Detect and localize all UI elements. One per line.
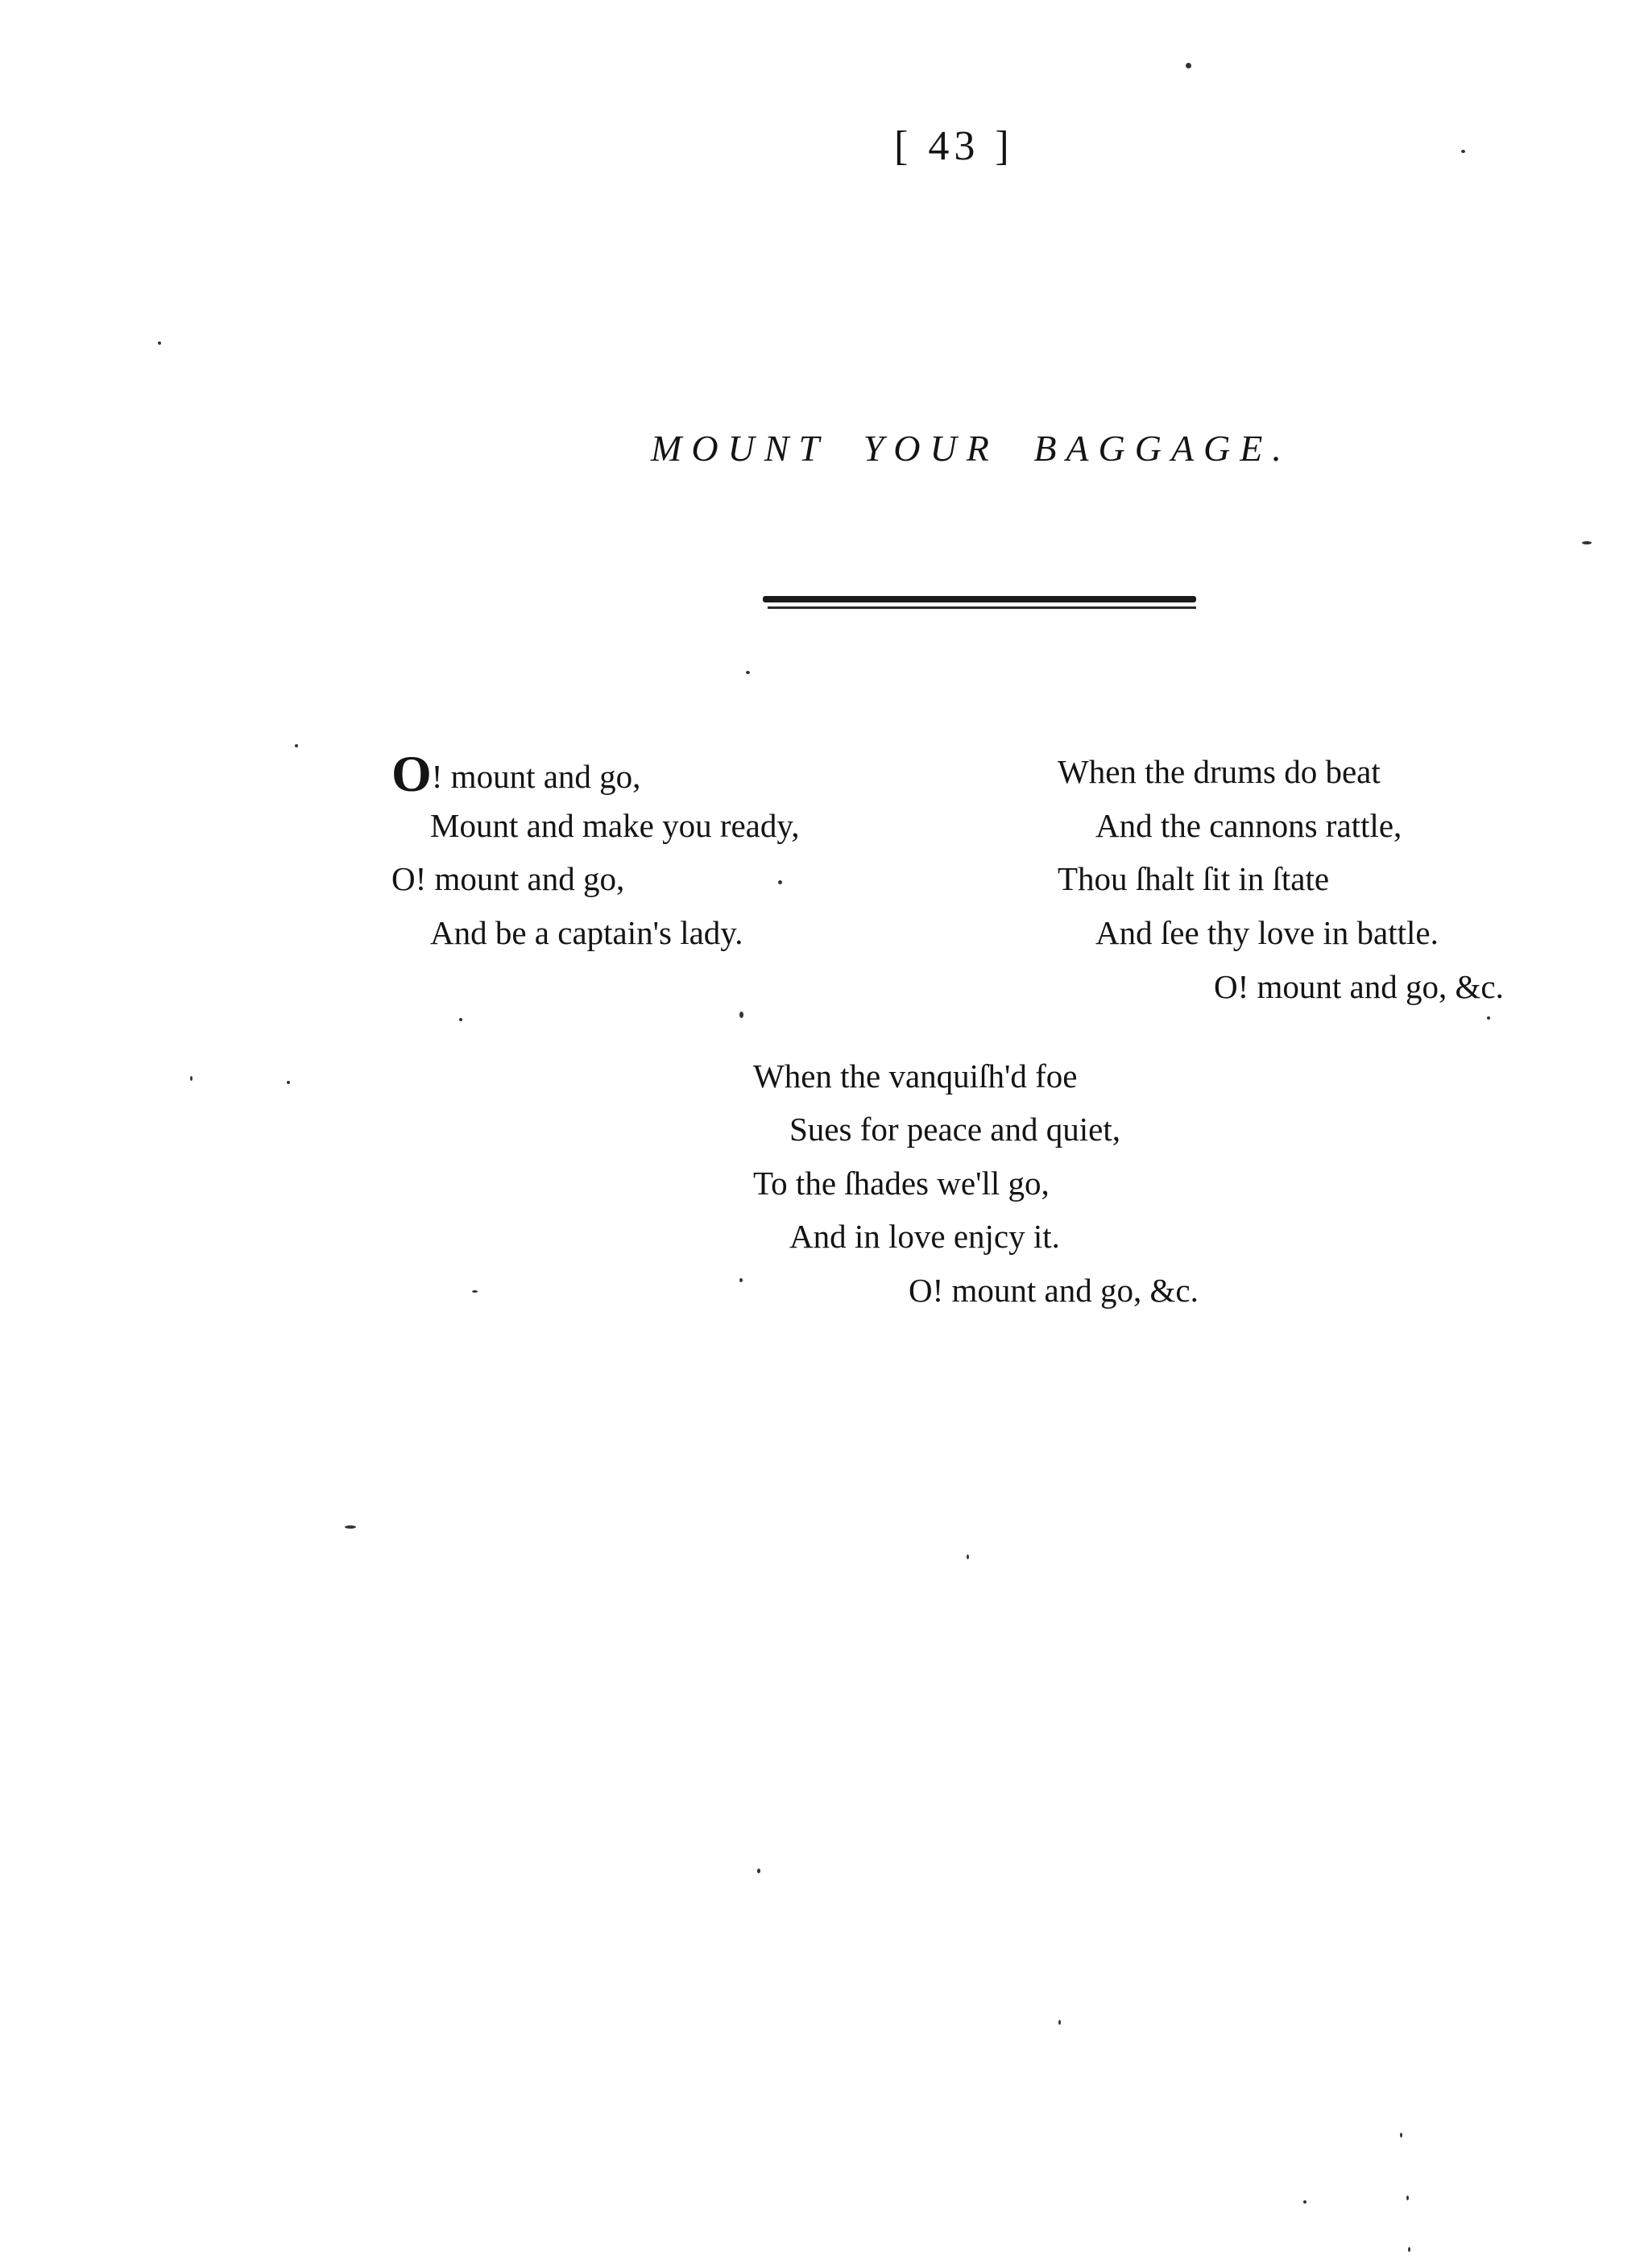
- stanza-3-line-4: And in love enjcy it.: [789, 1218, 1060, 1255]
- stanza-3-line-3: To the ſhades we'll go,: [753, 1165, 1050, 1202]
- stanza-2-line-3: Thou ſhalt ſit in ſtate: [1058, 860, 1330, 897]
- stanza-2-line-4: And ſee thy love in battle.: [1095, 914, 1439, 951]
- stanza-3-line-1: When the vanquiſh'd foe: [753, 1057, 1078, 1095]
- decorative-rule: [763, 596, 1196, 609]
- stanza-1-line-1-text: ! mount and go,: [431, 758, 641, 795]
- stanza-1-line-1: [391, 745, 641, 802]
- page-number: [ 43 ]: [894, 123, 1014, 169]
- stanza-1-line-4: And be a captain's lady.: [430, 914, 743, 951]
- stanza-2-refrain: O! mount and go, &c.: [1214, 968, 1504, 1005]
- stanza-3-line-2: Sues for peace and quiet,: [789, 1111, 1120, 1148]
- stanza-1-line-3: O! mount and go,: [391, 860, 625, 897]
- stanza-2-line-1: When the drums do beat: [1058, 753, 1381, 790]
- poem-title: MOUNT YOUR BAGGAGE.: [651, 428, 1291, 469]
- drop-cap: O: [391, 745, 432, 802]
- stanza-3-refrain: O! mount and go, &c.: [909, 1272, 1199, 1309]
- stanza-2-line-2: And the cannons rattle,: [1095, 807, 1402, 844]
- stanza-1-line-2: Mount and make you ready,: [430, 807, 800, 844]
